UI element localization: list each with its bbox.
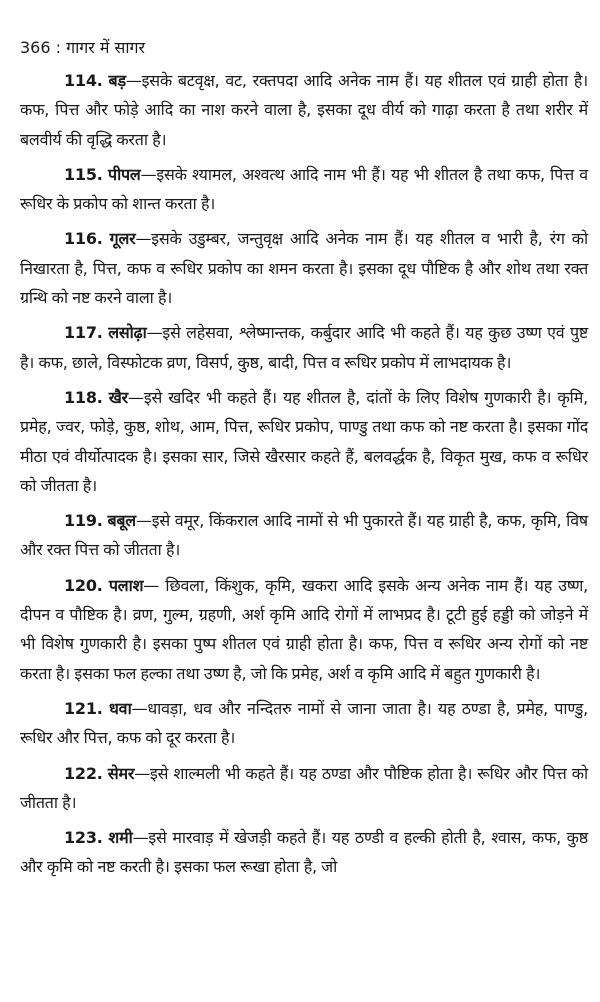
entry-115 bbox=[20, 160, 588, 219]
entry-term: पलाश bbox=[108, 575, 144, 595]
book-title: गागर में सागर bbox=[66, 38, 146, 57]
entry-number: 117. bbox=[64, 323, 103, 343]
entry-term: खैर bbox=[108, 387, 129, 407]
entry-number: 120. bbox=[64, 575, 103, 595]
entry-term: धवा bbox=[109, 698, 132, 718]
running-header bbox=[20, 38, 145, 58]
entry-term: बड़ bbox=[108, 71, 126, 90]
entry-122 bbox=[20, 759, 588, 818]
entry-text: —इसे लहेसवा, श्लेष्मान्तक, कर्बुदार आदि भी कहते हैं। यह कुछ उष्ण एवं पुष्ट है। कफ, छाले, विस्फोटक व्रण, विसर्प, कुष्ठ, बादी, पित्त व रूधिर प्रकोप में लाभदायक है। bbox=[20, 323, 588, 372]
entry-term: पीपल bbox=[107, 164, 141, 184]
page-number: 366 bbox=[20, 38, 51, 57]
entry-text: —इसे खदिर भी कहते हैं। यह शीतल है, दांतों के लिए विशेष गुणकारी है। कृमि, प्रमेह, ज्वर, फोड़े, कुष्ठ, शोथ, आम, पित्त, रूधिर प्रकोप, पाण्डु तथा कफ को नष्ट करता है। इसका गोंद मीठा एवं वीर्योत्पादक है। इसका सार, जिसे खैरसार कहते हैं, बलवर्द्धक है, विकृत मुख, कफ व रूधिर को जीतता है। bbox=[20, 387, 588, 495]
entry-number: 123. bbox=[64, 828, 103, 848]
entry-term: बबूल bbox=[107, 511, 136, 531]
entry-term: सेमर bbox=[107, 763, 135, 783]
entry-118 bbox=[20, 383, 588, 500]
entry-121 bbox=[20, 694, 588, 753]
entry-116 bbox=[20, 224, 588, 312]
entry-123 bbox=[20, 823, 588, 882]
entry-term: गूलर bbox=[109, 229, 136, 249]
entry-text: —इसे मारवाड़ में खेजड़ी कहते हैं। यह ठण्डी व हल्की होती है, श्वास, कफ, कुष्ठ और कृमि को नष्ट करती है। इसका फल रूखा होता है, जो bbox=[20, 828, 588, 877]
entry-114 bbox=[20, 66, 588, 154]
entry-text: — छिवला, किंशुक, कृमि, खकरा आदि इसके अन्य अनेक नाम हैं। यह उष्ण, दीपन व पौष्टिक है। व्रण, गुल्म, ग्रहणी, अर्श कृमि आदि रोगों में लाभप्रद है। टूटी हुई हड्डी को जोड़ने में भी विशेष गुणकारी है। इसका पुष्प शीतल एवं ग्राही होता है। कफ, पित्त व रूधिर अन्य रोगों को नष्ट करता है। इसका फल हल्का तथा उष्ण है, जो कि प्रमेह, अर्श व कृमि आदि में बहुत गुणकारी है। bbox=[20, 575, 589, 683]
entry-number: 122. bbox=[64, 763, 103, 783]
entry-number: 121. bbox=[64, 698, 103, 718]
entry-119 bbox=[20, 506, 588, 565]
entry-text: —धावड़ा, धव और नन्दितरु नामों से जाना जाता है। यह ठण्डा है, प्रमेह, पाण्डु, रूधिर और पित्त, कफ को दूर करता है। bbox=[20, 698, 589, 748]
entry-number: 118. bbox=[64, 387, 103, 407]
entry-list bbox=[20, 66, 588, 888]
entry-text: —इसके बटवृक्ष, वट, रक्तपदा आदि अनेक नाम हैं। यह शीतल एवं ग्राही होता है। कफ, पित्त और फोड़े आदि का नाश करने वाला है, इसका दूध वीर्य को गाढ़ा करता है तथा शरीर में बलवीर्य की वृद्धि करता है। bbox=[20, 71, 589, 149]
entry-term: शमी bbox=[108, 828, 133, 848]
entry-number: 116. bbox=[64, 229, 103, 249]
entry-text: —इसके श्यामल, अश्वत्थ आदि नाम भी हैं। यह भी शीतल है तथा कफ, पित्त व रूधिर के प्रकोप को शान्त करता है। bbox=[20, 164, 589, 214]
entry-number: 119. bbox=[64, 511, 103, 531]
entry-number: 115. bbox=[64, 164, 103, 184]
entry-number: 114. bbox=[64, 71, 103, 90]
entry-text: —इसके उडुम्बर, जन्तुवृक्ष आदि अनेक नाम हैं। यह शीतल व भारी है, रंग को निखारता है, पित्त, कफ व रूधिर प्रकोप का शमन करता है। इसका दूध पौष्टिक है और शोथ तथा रक्त ग्रन्थि को नष्ट करने वाला है। bbox=[20, 229, 588, 308]
entry-term: लसोढ़ा bbox=[108, 323, 147, 343]
entry-117 bbox=[20, 318, 588, 377]
entry-text: —इसे शाल्मली भी कहते हैं। यह ठण्डा और पौष्टिक होता है। रूधिर और पित्त को जीतता है। bbox=[20, 763, 588, 812]
header-separator: : bbox=[50, 38, 67, 57]
entry-text: —इसे वमूर, किंकराल आदि नामों से भी पुकारते हैं। यह ग्राही है, कफ, कृमि, विष और रक्त पित्त को जीतता है। bbox=[20, 511, 588, 560]
entry-120 bbox=[20, 571, 588, 688]
book-page bbox=[20, 0, 588, 1002]
